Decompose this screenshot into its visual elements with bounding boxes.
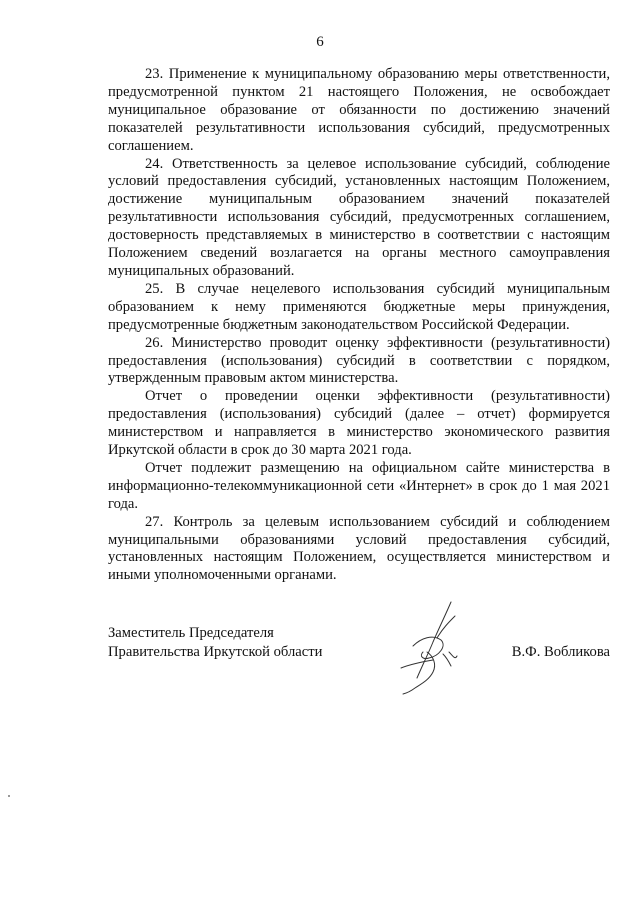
signatory-title	[108, 624, 322, 662]
document-body	[108, 66, 610, 585]
page-number: 6	[316, 34, 324, 50]
paragraph-24: 24. Ответственность за целевое использование субсидий, соблюдение условий предоставления субсидий, установленных настоящим Положением, достижение муниципальным образованием значений показателей результативности использования субсидий, предусмотренных соглашением, достоверность представляемых в министерство в соответствии с настоящим Положением сведений возлагается на органы местного самоуправления муниципальных образований.	[108, 155, 610, 279]
scan-artifact	[8, 795, 10, 797]
signatory-name: В.Ф. Вобликова	[511, 644, 610, 660]
paragraph-23: 23. Применение к муниципальному образованию меры ответственности, предусмотренной пунктом 21 настоящего Положения, не освобождает муниципальное образование от обязанности по достижению значений показателей результативности использования субсидий, предусмотренных соглашением.	[108, 66, 610, 154]
paragraph-report-assessment: Отчет о проведении оценки эффективности (результативности) предоставления (использования) субсидий (далее – отчет) формируется министерством и направляется в министерство экономического развития Иркутской области в срок до 30 марта 2021 года.	[108, 388, 610, 459]
paragraph-27: 27. Контроль за целевым использованием субсидий и соблюдением муниципальными образованиями условий предоставления субсидий, установленных настоящим Положением, осуществляется министерством и иными уполномоченными органами.	[108, 513, 610, 584]
signature-block	[108, 624, 610, 694]
paragraph-26: 26. Министерство проводит оценку эффективности (результативности) предоставления (использования) субсидий в соответствии с порядком, утвержденным правовым актом министерства.	[108, 334, 610, 387]
signatory-title-line-1: Заместитель Председателя	[108, 625, 274, 641]
paragraph-25: 25. В случае нецелевого использования субсидий муниципальным образованием к нему применяются бюджетные меры принуждения, предусмотренные бюджетным законодательством Российской Федерации.	[108, 280, 610, 333]
signatory-title-line-2: Правительства Иркутской области	[108, 644, 323, 660]
paragraph-report-publication: Отчет подлежит размещению на официальном сайте министерства в информационно-телекоммуникационной сети «Интернет» в срок до 1 мая 2021 года.	[108, 459, 610, 512]
handwritten-signature	[393, 598, 483, 698]
